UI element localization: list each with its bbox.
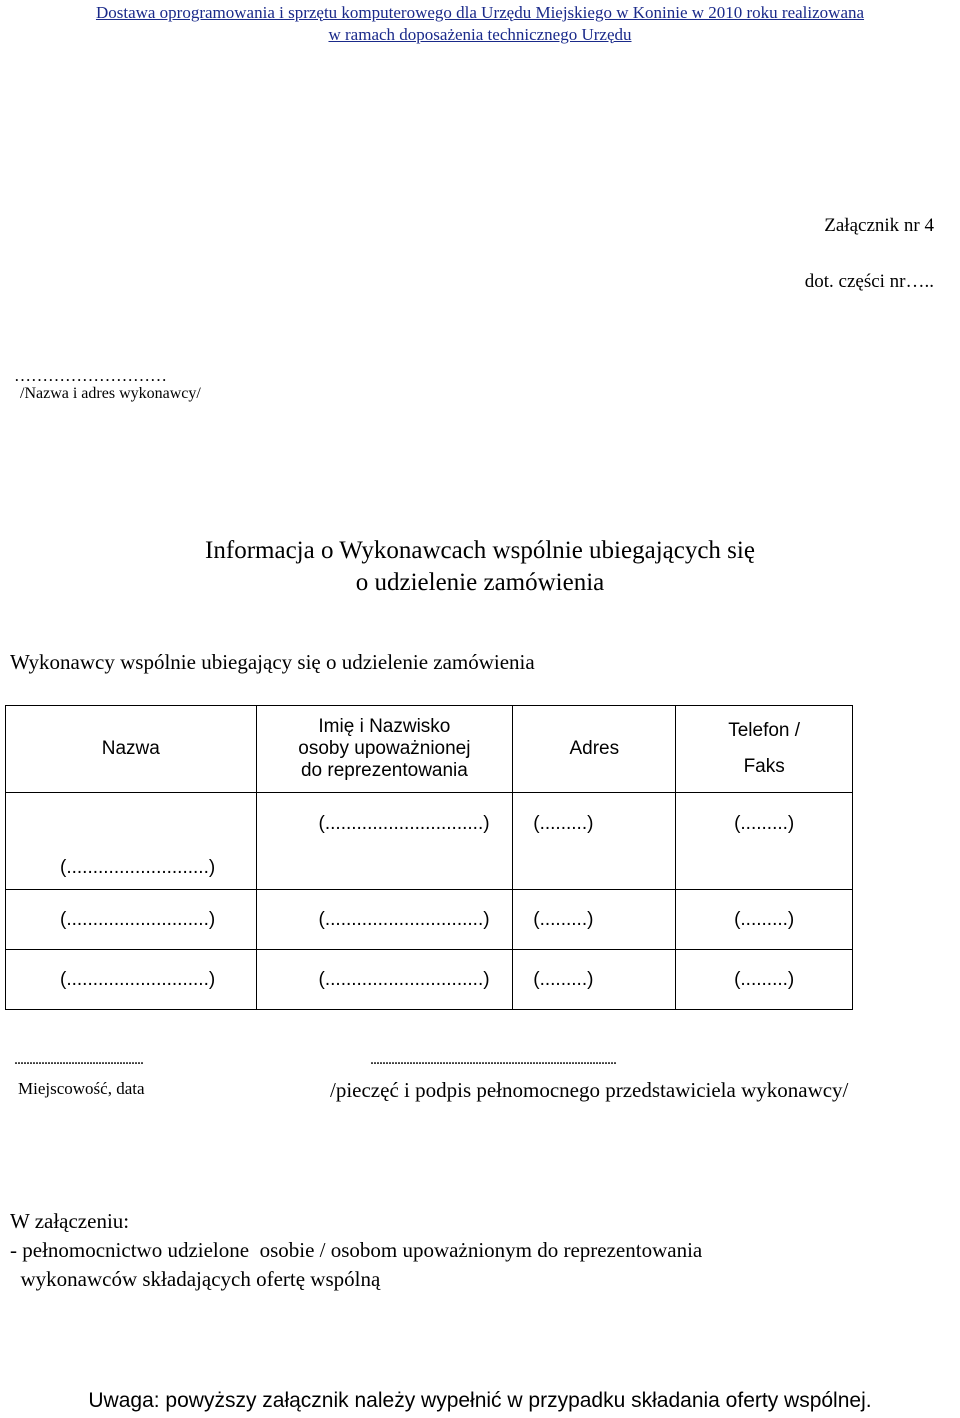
table-cell[interactable]: (.........) xyxy=(676,950,853,1010)
column-header-name: Nazwa xyxy=(6,706,257,793)
signature-dots: .................................................................................. xyxy=(370,1051,616,1068)
document-title-line2: o udzielenie zamówienia xyxy=(355,569,605,596)
table-cell[interactable]: (.........) xyxy=(513,890,676,950)
table-cell[interactable]: (.........) xyxy=(676,890,853,950)
table-cell[interactable]: (...........................) xyxy=(6,950,257,1010)
table-header-row xyxy=(6,706,853,793)
section-heading: Wykonawcy wspólnie ubiegający się o udzielenie zamówienia xyxy=(10,650,535,674)
table-cell[interactable]: (...........................) xyxy=(6,890,257,950)
table-cell[interactable]: (..............................) xyxy=(256,890,513,950)
place-date-label: Miejscowość, data xyxy=(18,1079,145,1098)
table-cell[interactable]: (..............................) xyxy=(256,950,513,1010)
attachments-item-line2: wykonawców składających ofertę wspólną xyxy=(10,1267,381,1291)
table-row xyxy=(6,950,853,1010)
document-header-line1: Dostawa oprogramowania i sprzętu komputerowego dla Urzędu Miejskiego w Koninie w 2010 roku realizowana xyxy=(95,3,865,22)
column-header-phone-fax: Telefon / Faks xyxy=(676,706,853,793)
place-date-dots: ........................................... xyxy=(14,1051,143,1068)
table-row xyxy=(6,890,853,950)
column-header-address: Adres xyxy=(513,706,676,793)
column-header-representative: Imię i Nazwisko osoby upoważnionej do reprezentowania xyxy=(256,706,513,793)
attachment-label: Załącznik nr 4 xyxy=(824,215,934,236)
table-cell[interactable]: (..............................) xyxy=(256,793,513,890)
part-number-label: dot. części nr….. xyxy=(804,271,934,292)
table-cell[interactable]: (...........................) xyxy=(6,793,257,890)
contractors-table xyxy=(5,705,853,1010)
contractor-caption: /Nazwa i adres wykonawcy/ xyxy=(20,385,201,402)
contractor-dots: ……………………… xyxy=(14,366,167,385)
document-header-line2: w ramach doposażenia technicznego Urzędu xyxy=(328,25,632,44)
table-row xyxy=(6,793,853,890)
signature-label: /pieczęć i podpis pełnomocnego przedstawiciela wykonawcy/ xyxy=(330,1078,849,1102)
document-title-line1: Informacja o Wykonawcach wspólnie ubiegających się xyxy=(205,537,755,564)
footer-note: Uwaga: powyższy załącznik należy wypełnić w przypadku składania oferty wspólnej. xyxy=(88,1389,872,1412)
table-cell[interactable]: (.........) xyxy=(676,793,853,890)
table-cell[interactable]: (.........) xyxy=(513,950,676,1010)
attachments-item-line1: - pełnomocnictwo udzielone osobie / osobom upoważnionym do reprezentowania xyxy=(10,1238,703,1262)
attachments-heading: W załączeniu: xyxy=(10,1209,130,1233)
table-cell[interactable]: (.........) xyxy=(513,793,676,890)
